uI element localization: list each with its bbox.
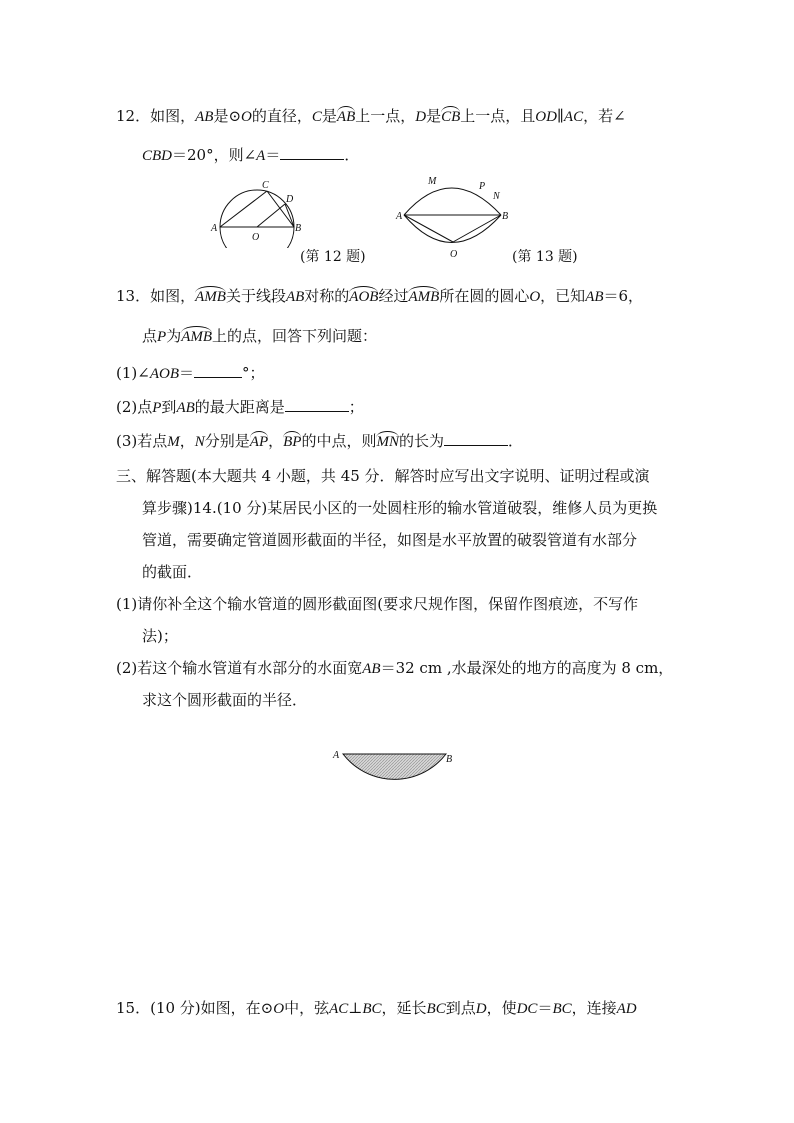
q15-text: ，延长 <box>381 999 427 1017</box>
q13-var: AB <box>585 289 604 305</box>
fig12-label-a: A <box>211 223 218 234</box>
q14-part1-line1: (1)请你补全这个输水管道的圆形截面图(要求尺规作图，保留作图痕迹，不写作 <box>116 595 639 613</box>
q13-text: 所在圆的圆心 <box>439 287 530 305</box>
q15-var: AC <box>329 1001 349 1017</box>
q13-number: 13． <box>116 287 151 305</box>
q15-var: BC <box>426 1001 446 1017</box>
q12-text: ，若∠ <box>583 107 626 125</box>
q15-var: AD <box>616 1001 637 1017</box>
q12-text: 上一点，且 <box>460 107 536 125</box>
q13-var: N <box>194 434 205 450</box>
q15-text: ，连接 <box>571 999 617 1017</box>
q13-text: 的最大距离是 <box>194 398 285 416</box>
arc-mn: MN <box>376 434 399 450</box>
q15-text: 中，弦 <box>284 999 330 1017</box>
answer-blank[interactable] <box>280 144 344 160</box>
q12-text: 如图， <box>150 107 196 125</box>
section3-line2: 算步骤)14.(10 分)某居民小区的一处圆柱形的输水管道破裂，维修人员为更换 <box>142 499 658 517</box>
arc-ap: AP <box>249 434 269 450</box>
q13-text: 为 <box>166 327 182 345</box>
q13-part2 <box>116 396 364 418</box>
q15-text: ，使 <box>486 999 517 1017</box>
arc-bp: BP <box>283 434 302 450</box>
q15-text: 到点 <box>445 999 476 1017</box>
q12-var: C <box>311 109 322 125</box>
figure-12 <box>205 178 315 248</box>
q14-text: ＝32 cm ,水最深处的地方的高度为 8 cm， <box>380 659 674 677</box>
q13-text: (1)∠ <box>116 364 150 382</box>
q14-part2-line1 <box>116 658 673 679</box>
q13-text: 到 <box>161 398 177 416</box>
q13-text: 的中点，则 <box>301 432 377 450</box>
q13-var: AOB <box>149 366 179 382</box>
q13-var: AB <box>176 400 195 416</box>
fig13-label-n: N <box>493 191 500 202</box>
q12-text: ∥ <box>556 107 564 125</box>
q15-text: ⊥ <box>348 999 363 1017</box>
fig13-label-m: M <box>428 176 437 187</box>
q13-var: P <box>152 400 162 416</box>
q13-part3 <box>116 430 523 452</box>
section3-line1: 三、解答题(本大题共 4 小题，共 45 分．解答时应写出文字说明、证明过程或演 <box>116 467 650 485</box>
q15-var: D <box>475 1001 487 1017</box>
q12-line1 <box>116 106 626 127</box>
q15-var: BC <box>362 1001 382 1017</box>
q13-text: 经过 <box>378 287 409 305</box>
fig12-label-c: C <box>262 180 269 191</box>
arc-amb: AMB <box>408 289 440 305</box>
arc-cb: CB <box>441 109 461 125</box>
q13-text: ， <box>268 432 284 450</box>
arc-amb: AMB <box>195 289 226 305</box>
fig12-label-b: B <box>295 223 302 234</box>
q15-line1 <box>116 998 637 1019</box>
q13-var: O <box>529 289 541 305</box>
fig13-segment-ob <box>453 215 501 242</box>
fig12-chord-ac <box>220 191 267 227</box>
q13-text: 上的点，回答下列问题： <box>212 327 378 345</box>
q15-text: ＝ <box>537 999 553 1017</box>
q14-var: AB <box>362 661 381 677</box>
answer-blank[interactable] <box>444 430 508 446</box>
q13-text: 关于线段 <box>225 287 286 305</box>
q13-text: 点 <box>142 327 158 345</box>
q14-part1-line2: 法)； <box>142 627 178 645</box>
fig13-segment-ao <box>404 215 453 242</box>
section3-line4: 的截面． <box>142 563 203 581</box>
answer-blank[interactable] <box>285 396 349 412</box>
q13-text: ， <box>179 432 195 450</box>
fig13-label-p: P <box>479 181 486 192</box>
q13-var: M <box>167 434 180 450</box>
q12-text: 上一点， <box>355 107 416 125</box>
q12-text: 是⊙ <box>213 107 242 125</box>
fig13-arc-amb <box>404 188 501 215</box>
arc-ab: AB <box>336 109 356 125</box>
q13-text: 如图， <box>150 287 196 305</box>
q14-part2-line2: 求这个圆形截面的半径． <box>142 691 308 709</box>
q14-text: (2)若这个输水管道有水部分的水面宽 <box>116 659 363 677</box>
arc-aob: AOB <box>349 289 379 305</box>
q13-text: ，已知 <box>540 287 586 305</box>
fig13-arc-aob <box>404 215 501 243</box>
q12-text: 的直径， <box>251 107 312 125</box>
fig13-label-o: O <box>450 249 458 260</box>
q13-text: (2)点 <box>116 398 153 416</box>
q13-var: AB <box>285 289 305 305</box>
fig14-label-b: B <box>446 754 453 765</box>
q12-var: O <box>241 109 252 125</box>
q12-var: AC <box>563 109 584 125</box>
q15-var: O <box>273 1001 285 1017</box>
arc-amb: AMB <box>181 329 213 345</box>
q13-text: ； <box>348 398 364 416</box>
q13-text: 分别是 <box>204 432 250 450</box>
q12-text: 是 <box>321 107 337 125</box>
q12-var: OD <box>535 109 557 125</box>
q13-var: P <box>157 329 167 345</box>
q13-line2 <box>142 326 377 347</box>
fig14-water-segment <box>343 754 446 779</box>
q12-text: ＝20°，则∠ <box>172 146 257 164</box>
q15-var: BC <box>552 1001 572 1017</box>
fig12-segment-od <box>257 204 285 227</box>
figure-12-caption: (第 12 题) <box>300 249 366 265</box>
q13-text: ＝6， <box>603 287 644 305</box>
q12-var: D <box>415 109 427 125</box>
fig12-label-o: O <box>252 232 260 243</box>
q12-var: AB <box>195 109 214 125</box>
q13-text: 的长为 <box>398 432 444 450</box>
figure-13-caption: (第 13 题) <box>512 249 578 265</box>
q12-line2 <box>142 144 359 166</box>
q13-part1 <box>116 362 265 384</box>
figure-14-pipe-section <box>328 744 458 800</box>
fig14-label-a: A <box>333 750 340 761</box>
q12-text: 是 <box>426 107 442 125</box>
fig12-label-d: D <box>286 194 294 205</box>
q12-number: 12． <box>116 107 151 125</box>
q13-text: °； <box>242 364 265 382</box>
q13-text: 对称的 <box>304 287 350 305</box>
q12-var: A <box>256 148 266 164</box>
q13-text: (3)若点 <box>116 432 168 450</box>
q12-text: ． <box>344 146 360 164</box>
q13-line1 <box>116 286 643 307</box>
section3-line3: 管道，需要确定管道圆形截面的半径，如图是水平放置的破裂管道有水部分 <box>142 531 638 549</box>
figure-13 <box>395 172 515 264</box>
q13-text: ＝ <box>179 364 195 382</box>
q15-var: DC <box>516 1001 538 1017</box>
q12-text: ＝ <box>265 146 281 164</box>
q13-text: ． <box>508 432 524 450</box>
fig13-label-a: A <box>396 211 403 222</box>
fig13-label-b: B <box>502 211 509 222</box>
answer-blank[interactable] <box>194 362 242 378</box>
q15-text: 15．(10 分)如图，在⊙ <box>116 999 274 1017</box>
q12-var: CBD <box>142 148 172 164</box>
